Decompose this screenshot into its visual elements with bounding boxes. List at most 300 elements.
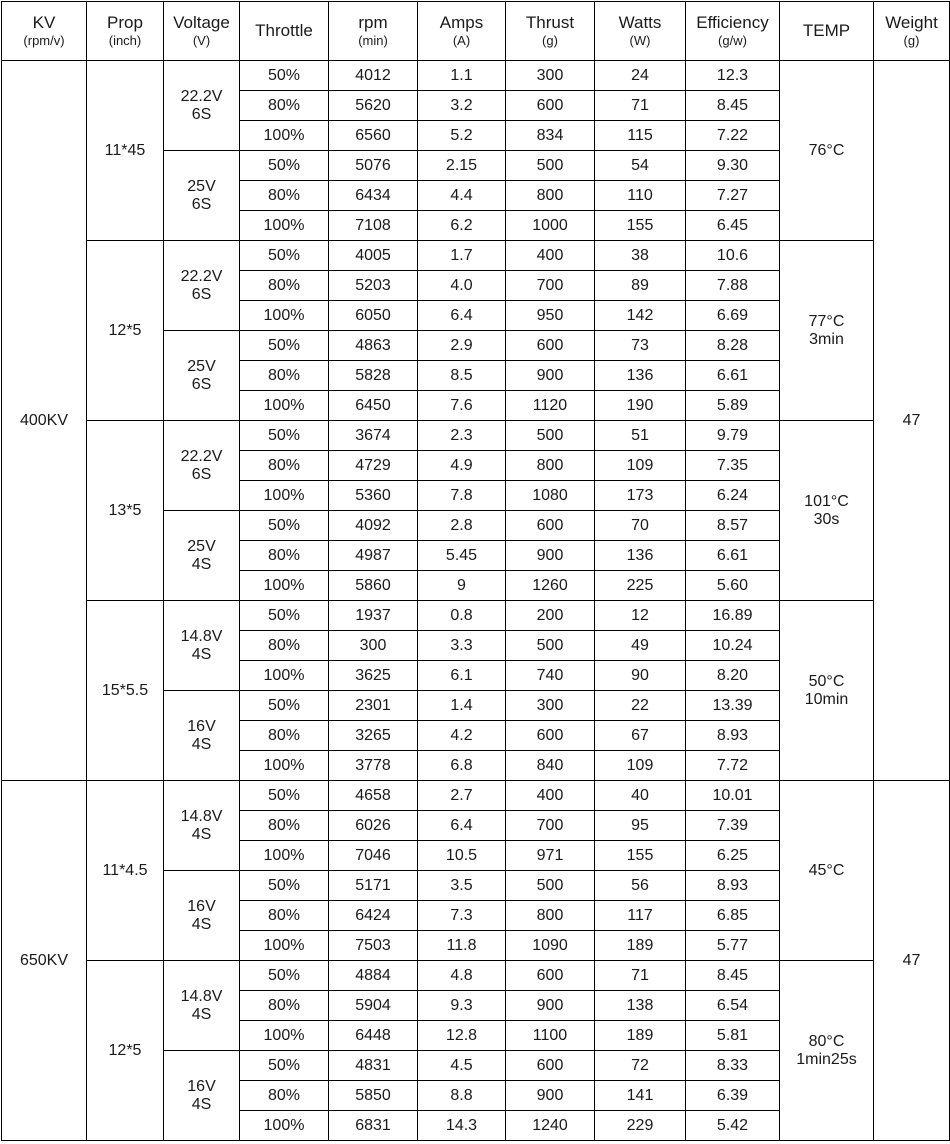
watts-cell: 90: [595, 661, 686, 691]
thrust-cell: 400: [506, 241, 595, 271]
efficiency-cell: 5.60: [686, 571, 780, 601]
efficiency-cell: 7.35: [686, 451, 780, 481]
efficiency-cell: 5.42: [686, 1111, 780, 1141]
throttle-cell: 50%: [240, 1051, 329, 1081]
rpm-cell: 5828: [329, 361, 418, 391]
watts-cell: 155: [595, 211, 686, 241]
prop-cell: 15*5.5: [87, 601, 164, 781]
amps-cell: 5.45: [418, 541, 506, 571]
rpm-cell: 4729: [329, 451, 418, 481]
kv-cell: 400KV: [2, 61, 87, 781]
throttle-cell: 80%: [240, 721, 329, 751]
throttle-cell: 100%: [240, 1111, 329, 1141]
watts-cell: 115: [595, 121, 686, 151]
watts-cell: 138: [595, 991, 686, 1021]
watts-cell: 136: [595, 541, 686, 571]
efficiency-cell: 7.88: [686, 271, 780, 301]
thrust-cell: 500: [506, 421, 595, 451]
thrust-cell: 1260: [506, 571, 595, 601]
cell-line: 101°C: [804, 492, 849, 510]
rpm-cell: 6560: [329, 121, 418, 151]
voltage-cell: [164, 961, 240, 1051]
watts-cell: 89: [595, 271, 686, 301]
cell-line: 76°C: [808, 141, 845, 159]
throttle-cell: 80%: [240, 361, 329, 391]
cell-line: 6S: [191, 375, 212, 393]
amps-cell: 6.1: [418, 661, 506, 691]
throttle-cell: 100%: [240, 751, 329, 781]
voltage-cell: [164, 331, 240, 421]
amps-cell: 2.8: [418, 511, 506, 541]
thrust-cell: 800: [506, 451, 595, 481]
throttle-cell: 80%: [240, 451, 329, 481]
watts-cell: 24: [595, 61, 686, 91]
table-row: [2, 421, 950, 451]
efficiency-cell: 13.39: [686, 691, 780, 721]
temp-cell: [780, 961, 874, 1141]
cell-line: 4S: [191, 645, 212, 663]
amps-cell: 3.2: [418, 91, 506, 121]
throttle-cell: 100%: [240, 481, 329, 511]
cell-line: 4S: [191, 1095, 212, 1113]
header-label: Efficiency: [696, 13, 769, 32]
efficiency-cell: 6.24: [686, 481, 780, 511]
efficiency-cell: 12.3: [686, 61, 780, 91]
efficiency-cell: 5.89: [686, 391, 780, 421]
throttle-cell: 100%: [240, 841, 329, 871]
efficiency-cell: 10.6: [686, 241, 780, 271]
watts-cell: 51: [595, 421, 686, 451]
efficiency-cell: 8.20: [686, 661, 780, 691]
efficiency-cell: 9.79: [686, 421, 780, 451]
amps-cell: 1.4: [418, 691, 506, 721]
amps-cell: 4.0: [418, 271, 506, 301]
watts-cell: 136: [595, 361, 686, 391]
rpm-cell: 3778: [329, 751, 418, 781]
cell-line: 22.2V: [180, 87, 223, 105]
header-unit: (g): [903, 33, 920, 48]
amps-cell: 5.2: [418, 121, 506, 151]
header-voltage: [164, 2, 240, 61]
rpm-cell: 5904: [329, 991, 418, 1021]
throttle-cell: 50%: [240, 61, 329, 91]
throttle-cell: 50%: [240, 781, 329, 811]
throttle-cell: 100%: [240, 931, 329, 961]
rpm-cell: 4884: [329, 961, 418, 991]
header-row: [2, 2, 950, 61]
rpm-cell: 6448: [329, 1021, 418, 1051]
motor-performance-table: [1, 1, 950, 1141]
watts-cell: 56: [595, 871, 686, 901]
efficiency-cell: 6.25: [686, 841, 780, 871]
thrust-cell: 840: [506, 751, 595, 781]
rpm-cell: 5360: [329, 481, 418, 511]
header-label: Voltage: [173, 13, 230, 32]
temp-cell: [780, 601, 874, 781]
rpm-cell: 6424: [329, 901, 418, 931]
throttle-cell: 80%: [240, 991, 329, 1021]
header-efficiency: [686, 2, 780, 61]
rpm-cell: 4012: [329, 61, 418, 91]
throttle-cell: 100%: [240, 391, 329, 421]
cell-line: 4S: [191, 825, 212, 843]
table-row: [2, 961, 950, 991]
header-unit: (inch): [108, 33, 142, 48]
watts-cell: 155: [595, 841, 686, 871]
thrust-cell: 600: [506, 961, 595, 991]
throttle-cell: 80%: [240, 541, 329, 571]
watts-cell: 70: [595, 511, 686, 541]
amps-cell: 9.3: [418, 991, 506, 1021]
amps-cell: 6.2: [418, 211, 506, 241]
amps-cell: 6.4: [418, 811, 506, 841]
cell-line: 22.2V: [180, 447, 223, 465]
rpm-cell: 7046: [329, 841, 418, 871]
thrust-cell: 800: [506, 901, 595, 931]
efficiency-cell: 5.81: [686, 1021, 780, 1051]
header-label: TEMP: [802, 21, 851, 40]
cell-line: 14.8V: [180, 807, 223, 825]
cell-line: 14.8V: [180, 987, 223, 1005]
header-label: Amps: [439, 13, 484, 32]
watts-cell: 40: [595, 781, 686, 811]
header-amps: [418, 2, 506, 61]
thrust-cell: 500: [506, 151, 595, 181]
header-unit: (rpm/v): [23, 33, 65, 48]
amps-cell: 2.15: [418, 151, 506, 181]
voltage-cell: [164, 151, 240, 241]
amps-cell: 7.8: [418, 481, 506, 511]
thrust-cell: 900: [506, 991, 595, 1021]
rpm-cell: 5203: [329, 271, 418, 301]
watts-cell: 73: [595, 331, 686, 361]
throttle-cell: 80%: [240, 91, 329, 121]
watts-cell: 12: [595, 601, 686, 631]
throttle-cell: 50%: [240, 331, 329, 361]
amps-cell: 9: [418, 571, 506, 601]
prop-cell: 11*45: [87, 61, 164, 241]
thrust-cell: 600: [506, 331, 595, 361]
cell-line: 22.2V: [180, 267, 223, 285]
prop-cell: 11*4.5: [87, 781, 164, 961]
efficiency-cell: 6.69: [686, 301, 780, 331]
weight-cell: 47: [874, 61, 950, 781]
rpm-cell: 7108: [329, 211, 418, 241]
thrust-cell: 971: [506, 841, 595, 871]
rpm-cell: 4987: [329, 541, 418, 571]
efficiency-cell: 8.93: [686, 871, 780, 901]
temp-cell: [780, 241, 874, 421]
cell-line: 16V: [187, 717, 216, 735]
efficiency-cell: 8.33: [686, 1051, 780, 1081]
header-watts: [595, 2, 686, 61]
thrust-cell: 600: [506, 721, 595, 751]
watts-cell: 189: [595, 931, 686, 961]
throttle-cell: 80%: [240, 1081, 329, 1111]
amps-cell: 2.3: [418, 421, 506, 451]
efficiency-cell: 7.22: [686, 121, 780, 151]
cell-line: 3min: [809, 330, 844, 348]
rpm-cell: 4092: [329, 511, 418, 541]
header-thrust: [506, 2, 595, 61]
efficiency-cell: 8.93: [686, 721, 780, 751]
rpm-cell: 5860: [329, 571, 418, 601]
thrust-cell: 1000: [506, 211, 595, 241]
rpm-cell: 6434: [329, 181, 418, 211]
voltage-cell: [164, 421, 240, 511]
header-unit: (V): [192, 33, 211, 48]
thrust-cell: 1120: [506, 391, 595, 421]
amps-cell: 4.2: [418, 721, 506, 751]
thrust-cell: 800: [506, 181, 595, 211]
voltage-cell: [164, 781, 240, 871]
watts-cell: 142: [595, 301, 686, 331]
amps-cell: 8.8: [418, 1081, 506, 1111]
amps-cell: 6.4: [418, 301, 506, 331]
header-unit: (g): [542, 33, 558, 48]
thrust-cell: 400: [506, 781, 595, 811]
cell-line: 4S: [191, 915, 212, 933]
amps-cell: 3.5: [418, 871, 506, 901]
efficiency-cell: 8.45: [686, 961, 780, 991]
amps-cell: 2.9: [418, 331, 506, 361]
table-row: [2, 781, 950, 811]
temp-cell: [780, 61, 874, 241]
thrust-cell: 300: [506, 691, 595, 721]
cell-line: 25V: [187, 357, 216, 375]
voltage-cell: [164, 1051, 240, 1141]
weight-cell: 47: [874, 781, 950, 1141]
efficiency-cell: 16.89: [686, 601, 780, 631]
amps-cell: 3.3: [418, 631, 506, 661]
amps-cell: 0.8: [418, 601, 506, 631]
thrust-cell: 500: [506, 871, 595, 901]
cell-line: 25V: [187, 537, 216, 555]
amps-cell: 14.3: [418, 1111, 506, 1141]
efficiency-cell: 5.77: [686, 931, 780, 961]
voltage-cell: [164, 691, 240, 781]
rpm-cell: 6026: [329, 811, 418, 841]
throttle-cell: 100%: [240, 301, 329, 331]
watts-cell: 71: [595, 961, 686, 991]
throttle-cell: 50%: [240, 961, 329, 991]
rpm-cell: 6831: [329, 1111, 418, 1141]
throttle-cell: 80%: [240, 271, 329, 301]
watts-cell: 141: [595, 1081, 686, 1111]
watts-cell: 225: [595, 571, 686, 601]
rpm-cell: 5171: [329, 871, 418, 901]
throttle-cell: 50%: [240, 421, 329, 451]
cell-line: 4S: [191, 555, 212, 573]
thrust-cell: 700: [506, 271, 595, 301]
throttle-cell: 100%: [240, 121, 329, 151]
thrust-cell: 900: [506, 1081, 595, 1111]
rpm-cell: 300: [329, 631, 418, 661]
throttle-cell: 50%: [240, 691, 329, 721]
cell-line: 4S: [191, 735, 212, 753]
throttle-cell: 50%: [240, 151, 329, 181]
voltage-cell: [164, 511, 240, 601]
cell-line: 10min: [804, 690, 849, 708]
cell-line: 6S: [191, 195, 212, 213]
cell-line: 6S: [191, 105, 212, 123]
watts-cell: 54: [595, 151, 686, 181]
temp-cell: [780, 781, 874, 961]
amps-cell: 2.7: [418, 781, 506, 811]
thrust-cell: 834: [506, 121, 595, 151]
watts-cell: 49: [595, 631, 686, 661]
thrust-cell: 1100: [506, 1021, 595, 1051]
throttle-cell: 100%: [240, 661, 329, 691]
throttle-cell: 100%: [240, 1021, 329, 1051]
cell-line: 50°C: [808, 672, 845, 690]
throttle-cell: 50%: [240, 601, 329, 631]
amps-cell: 11.8: [418, 931, 506, 961]
thrust-cell: 600: [506, 91, 595, 121]
header-label: Weight: [885, 13, 938, 32]
efficiency-cell: 9.30: [686, 151, 780, 181]
throttle-cell: 80%: [240, 811, 329, 841]
watts-cell: 190: [595, 391, 686, 421]
cell-line: 45°C: [808, 861, 845, 879]
throttle-cell: 80%: [240, 631, 329, 661]
watts-cell: 109: [595, 751, 686, 781]
header-label: KV: [32, 13, 56, 32]
thrust-cell: 200: [506, 601, 595, 631]
table-row: [2, 241, 950, 271]
rpm-cell: 4863: [329, 331, 418, 361]
cell-line: 77°C: [808, 312, 845, 330]
rpm-cell: 3674: [329, 421, 418, 451]
watts-cell: 110: [595, 181, 686, 211]
thrust-cell: 900: [506, 361, 595, 391]
efficiency-cell: 6.85: [686, 901, 780, 931]
watts-cell: 117: [595, 901, 686, 931]
header-label: Throttle: [255, 21, 313, 40]
thrust-cell: 1090: [506, 931, 595, 961]
rpm-cell: 5620: [329, 91, 418, 121]
cell-line: 25V: [187, 177, 216, 195]
efficiency-cell: 6.45: [686, 211, 780, 241]
table-body: [2, 61, 950, 1141]
watts-cell: 67: [595, 721, 686, 751]
thrust-cell: 500: [506, 631, 595, 661]
efficiency-cell: 8.57: [686, 511, 780, 541]
throttle-cell: 80%: [240, 901, 329, 931]
throttle-cell: 80%: [240, 181, 329, 211]
watts-cell: 229: [595, 1111, 686, 1141]
rpm-cell: 4658: [329, 781, 418, 811]
header-temp: [780, 2, 874, 61]
header-unit: (min): [358, 33, 388, 48]
rpm-cell: 7503: [329, 931, 418, 961]
thrust-cell: 600: [506, 1051, 595, 1081]
throttle-cell: 100%: [240, 571, 329, 601]
amps-cell: 4.5: [418, 1051, 506, 1081]
efficiency-cell: 7.72: [686, 751, 780, 781]
watts-cell: 71: [595, 91, 686, 121]
efficiency-cell: 6.61: [686, 541, 780, 571]
throttle-cell: 100%: [240, 211, 329, 241]
table-header: [2, 2, 950, 61]
cell-line: 80°C: [808, 1032, 845, 1050]
cell-line: 6S: [191, 465, 212, 483]
rpm-cell: 5076: [329, 151, 418, 181]
throttle-cell: 50%: [240, 241, 329, 271]
thrust-cell: 1240: [506, 1111, 595, 1141]
header-unit: (W): [629, 33, 651, 48]
header-label: Thrust: [525, 13, 575, 32]
header-rpm: [329, 2, 418, 61]
efficiency-cell: 10.01: [686, 781, 780, 811]
watts-cell: 95: [595, 811, 686, 841]
thrust-cell: 900: [506, 541, 595, 571]
voltage-cell: [164, 61, 240, 151]
cell-line: 4S: [191, 1005, 212, 1023]
thrust-cell: 1080: [506, 481, 595, 511]
header-unit: (g/w): [718, 33, 747, 48]
amps-cell: 4.8: [418, 961, 506, 991]
thrust-cell: 700: [506, 811, 595, 841]
rpm-cell: 1937: [329, 601, 418, 631]
header-unit: (A): [452, 33, 471, 48]
table-row: [2, 61, 950, 91]
header-label: Prop: [107, 13, 143, 32]
amps-cell: 1.1: [418, 61, 506, 91]
rpm-cell: 6050: [329, 301, 418, 331]
amps-cell: 12.8: [418, 1021, 506, 1051]
thrust-cell: 740: [506, 661, 595, 691]
cell-line: 1min25s: [796, 1050, 857, 1068]
temp-cell: [780, 421, 874, 601]
efficiency-cell: 6.61: [686, 361, 780, 391]
cell-line: 6S: [191, 285, 212, 303]
amps-cell: 4.4: [418, 181, 506, 211]
amps-cell: 4.9: [418, 451, 506, 481]
throttle-cell: 50%: [240, 871, 329, 901]
rpm-cell: 3265: [329, 721, 418, 751]
throttle-cell: 50%: [240, 511, 329, 541]
efficiency-cell: 8.28: [686, 331, 780, 361]
voltage-cell: [164, 871, 240, 961]
thrust-cell: 600: [506, 511, 595, 541]
header-label: rpm: [358, 13, 388, 32]
rpm-cell: 5850: [329, 1081, 418, 1111]
thrust-cell: 300: [506, 61, 595, 91]
rpm-cell: 3625: [329, 661, 418, 691]
amps-cell: 7.3: [418, 901, 506, 931]
header-kv: [2, 2, 87, 61]
prop-cell: 12*5: [87, 241, 164, 421]
watts-cell: 109: [595, 451, 686, 481]
header-weight: [874, 2, 950, 61]
cell-line: 16V: [187, 897, 216, 915]
efficiency-cell: 6.39: [686, 1081, 780, 1111]
watts-cell: 72: [595, 1051, 686, 1081]
efficiency-cell: 10.24: [686, 631, 780, 661]
prop-cell: 13*5: [87, 421, 164, 601]
watts-cell: 22: [595, 691, 686, 721]
voltage-cell: [164, 241, 240, 331]
rpm-cell: 2301: [329, 691, 418, 721]
amps-cell: 10.5: [418, 841, 506, 871]
cell-line: 16V: [187, 1077, 216, 1095]
watts-cell: 38: [595, 241, 686, 271]
rpm-cell: 6450: [329, 391, 418, 421]
efficiency-cell: 7.27: [686, 181, 780, 211]
kv-cell: 650KV: [2, 781, 87, 1141]
header-throttle: [240, 2, 329, 61]
